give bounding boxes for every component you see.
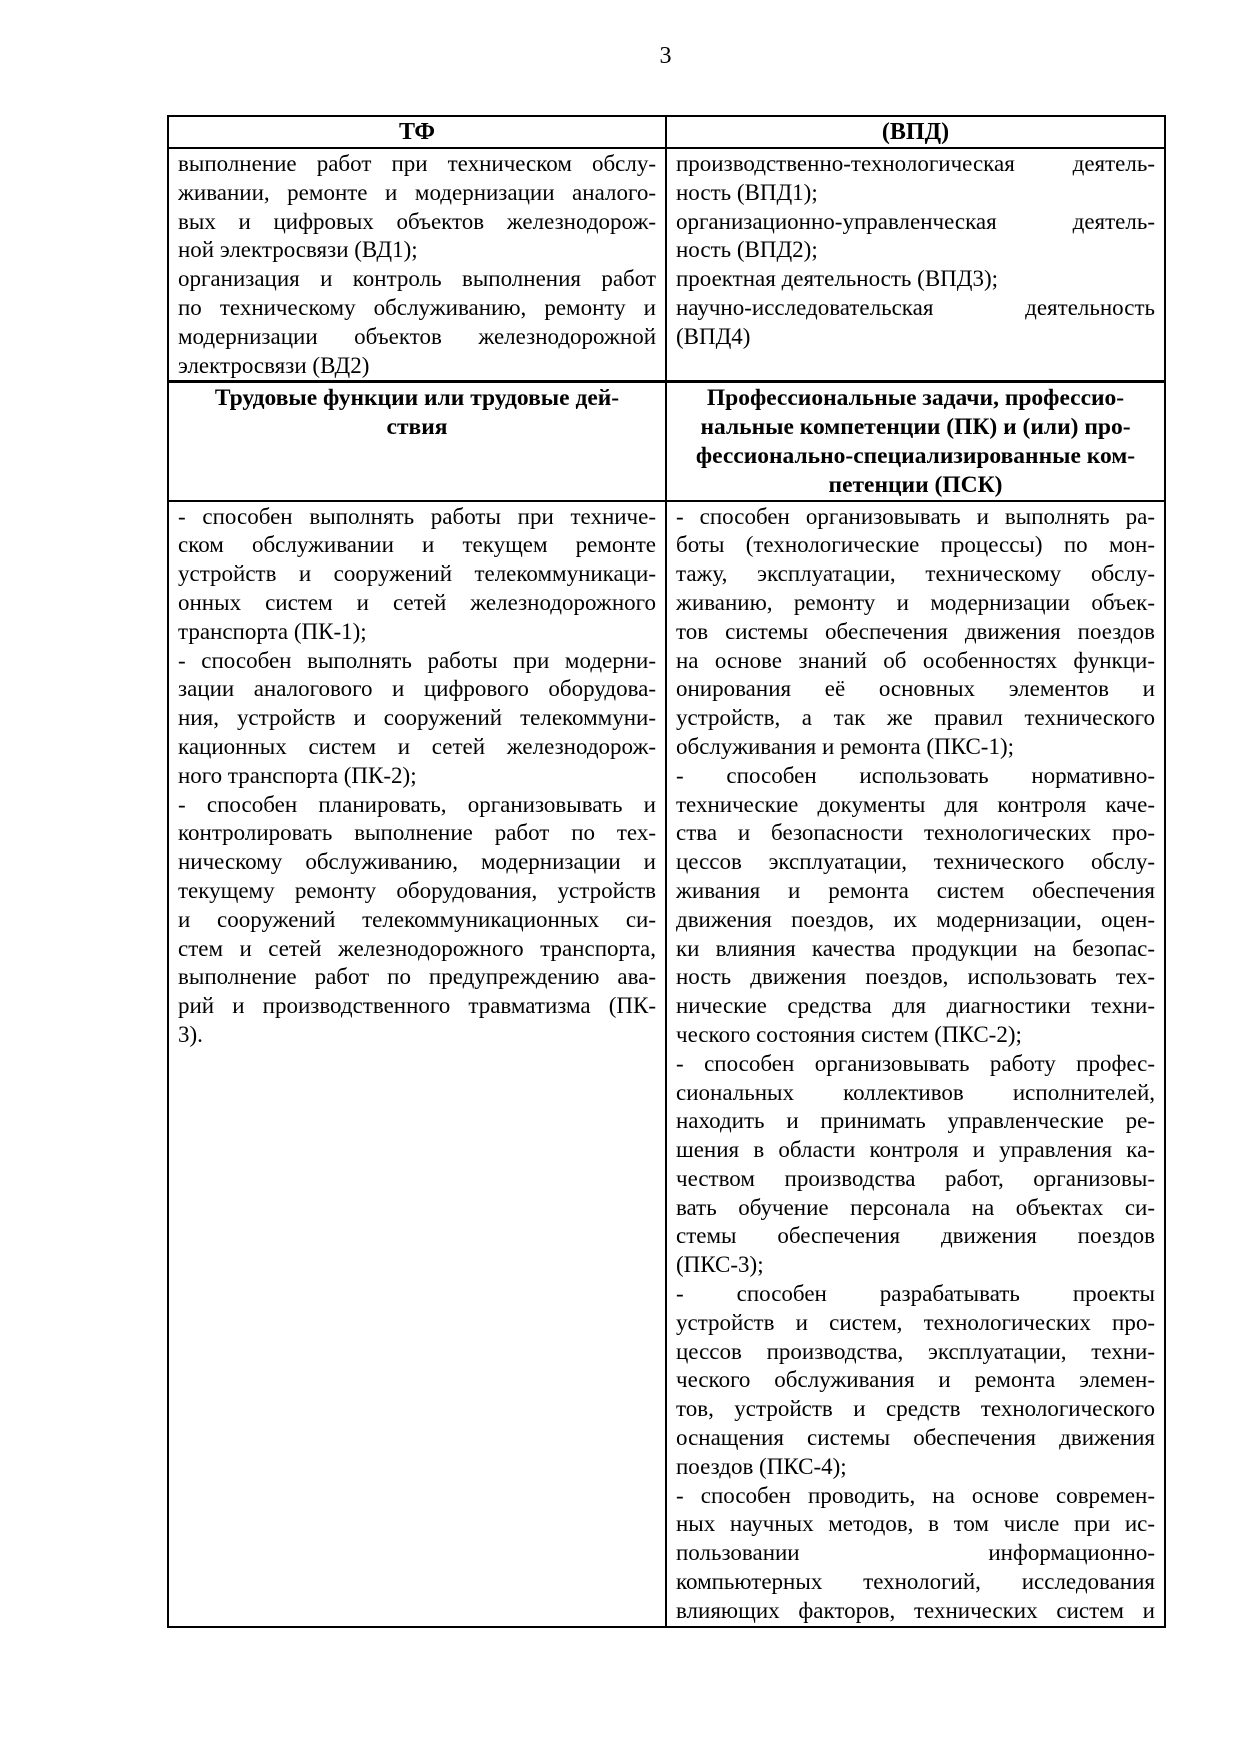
- text-line: петенции (ПСК): [828, 471, 1003, 498]
- text-line: выполнение работ по предупреждению ава-: [178, 964, 656, 990]
- text-line: ного транспорта (ПК-2);: [178, 762, 417, 788]
- text-line: шения в области контроля и управления ка-: [676, 1137, 1155, 1163]
- text-line: цессов производства, эксплуатации, техни-: [676, 1338, 1155, 1364]
- text-line: фессионально-специализированные ком-: [695, 442, 1136, 469]
- text-line: научно-исследовательская деятельность: [676, 294, 1155, 320]
- text-line: - способен организовывать работу профес-: [676, 1050, 1155, 1076]
- text-line: находить и принимать управленческие ре-: [676, 1108, 1155, 1134]
- text-line: - способен выполнять работы при модерни-: [178, 647, 656, 673]
- text-line: организация и контроль выполнения работ: [178, 266, 656, 292]
- text-line: вать обучение персонала на объектах си-: [676, 1194, 1155, 1220]
- text-line: устройств, а так же правил технического: [676, 705, 1155, 731]
- text-line: тажу, эксплуатации, техническому обслу-: [676, 561, 1155, 587]
- text-line: стем и сетей железнодорожного транспорта,: [178, 935, 656, 961]
- text-line: - способен использовать нормативно-: [676, 762, 1155, 788]
- text-line: ском обслуживании и текущем ремонте: [178, 532, 656, 558]
- text-line: живании, ремонте и модернизации аналого-: [178, 179, 656, 205]
- text-line: (ВПД4): [676, 323, 751, 349]
- text-line: цессов эксплуатации, технического обслу-: [676, 849, 1155, 875]
- text-line: ническому обслуживанию, модернизации и: [178, 849, 656, 875]
- text-line: ность (ВПД2);: [676, 237, 818, 263]
- cell-vd-list: [168, 148, 666, 382]
- text-line: живания и ремонта систем обеспечения: [676, 877, 1155, 903]
- text-line: электросвязи (ВД2): [178, 352, 370, 378]
- text-line: рий и производственного травматизма (ПК-: [178, 993, 656, 1019]
- text-line: контролировать выполнение работ по тех-: [178, 820, 656, 846]
- text-line: сиональных коллективов исполнителей,: [676, 1079, 1155, 1105]
- cell-pks-list: [666, 501, 1165, 1627]
- text-line: технические документы для контроля каче-: [676, 791, 1155, 817]
- text-line: Трудовые функции или трудовые дей-: [214, 385, 620, 412]
- text-line: нальные компетенции (ПК) и (или) про-: [700, 414, 1131, 441]
- text-line: модернизации объектов железнодорожной: [178, 323, 656, 349]
- text-line: оснащения системы обеспечения движения: [676, 1425, 1155, 1451]
- text-line: (ПКС-3);: [676, 1252, 764, 1278]
- text-line: ческого состояния систем (ПКС-2);: [676, 1021, 1022, 1047]
- text-line: производственно-технологическая деятель-: [676, 151, 1155, 176]
- text-line: организационно-управленческая деятель-: [676, 208, 1155, 234]
- text-line: ность движения поездов, использовать тех-: [676, 964, 1155, 990]
- text-line: тов системы обеспечения движения поездов: [676, 618, 1155, 644]
- table-row-competencies: [168, 501, 1165, 1627]
- table-row-activities: [168, 148, 1165, 382]
- text-line: устройств и сооружений телекоммуникаци-: [178, 561, 656, 587]
- text-line: влияющих факторов, технических систем и: [676, 1597, 1155, 1623]
- text-line: боты (технологические процессы) по мон-: [676, 532, 1155, 558]
- text-line: ства и безопасности технологических про-: [676, 820, 1155, 846]
- text-line: ки влияния качества продукции на безопас-: [676, 935, 1155, 961]
- text-line: тов, устройств и средств технологического: [676, 1396, 1155, 1422]
- text-line: ческого обслуживания и ремонта элемен-: [676, 1367, 1155, 1393]
- text-line: транспорта (ПК-1);: [178, 618, 367, 644]
- text-line: выполнение работ при техническом обслу-: [178, 151, 656, 176]
- text-line: зации аналогового и цифрового оборудова-: [178, 676, 656, 702]
- text-line: устройств и систем, технологических про-: [676, 1309, 1155, 1335]
- text-line: - способен проводить, на основе современ-: [676, 1482, 1155, 1508]
- text-line: ной электросвязи (ВД1);: [178, 237, 418, 263]
- text-line: стемы обеспечения движения поездов: [676, 1223, 1155, 1249]
- text-line: движения поездов, их модернизации, оцен-: [676, 906, 1155, 932]
- page-number: 3: [659, 43, 672, 69]
- text-line: на основе знаний об особенностях функци-: [676, 647, 1155, 673]
- text-line: кационных систем и сетей железнодорож-: [178, 733, 656, 759]
- text-line: онирования её основных элементов и: [676, 676, 1155, 702]
- cell-pk-list: [168, 501, 666, 1627]
- text-line: ния, устройств и сооружений телекоммуни-: [178, 705, 656, 731]
- text-line: и сооружений телекоммуникационных си-: [178, 906, 656, 932]
- text-line: - способен планировать, организовывать и: [178, 791, 656, 817]
- text-line: обслуживания и ремонта (ПКС-1);: [676, 733, 1015, 759]
- text-line: ность (ВПД1);: [676, 179, 818, 205]
- table-header-row-2: [168, 382, 1165, 501]
- table-header-row-1: [168, 116, 1165, 148]
- text-line: ных научных методов, в том числе при ис-: [676, 1511, 1155, 1537]
- text-line: - способен организовывать и выполнять ра-: [676, 503, 1155, 529]
- text-line: 3).: [178, 1021, 203, 1047]
- text-line: текущему ремонту оборудования, устройств: [178, 877, 656, 903]
- text-line: чеством производства работ, организовы-: [676, 1165, 1155, 1191]
- text-line: проектная деятельность (ВПД3);: [676, 266, 999, 292]
- header-cell-professional-tasks: [666, 382, 1165, 501]
- text-line: нические средства для диагностики техни-: [676, 993, 1155, 1019]
- text-line: пользовании информационно-: [676, 1540, 1155, 1566]
- competency-table: [167, 115, 1166, 1628]
- text-line: Профессиональные задачи, профессио-: [706, 385, 1125, 412]
- header-cell-labor-functions: [168, 382, 666, 501]
- text-line: ствия: [386, 414, 448, 441]
- header-cell-vpd: (ВПД): [666, 116, 1165, 148]
- text-line: онных систем и сетей железнодорожного: [178, 589, 656, 615]
- cell-vpd-list: [666, 148, 1165, 382]
- text-line: поездов (ПКС-4);: [676, 1453, 847, 1479]
- text-line: вых и цифровых объектов железнодорож-: [178, 208, 656, 234]
- header-cell-tf: ТФ: [168, 116, 666, 148]
- text-line: живанию, ремонту и модернизации объек-: [676, 589, 1155, 615]
- text-line: компьютерных технологий, исследования: [676, 1569, 1155, 1595]
- text-line: - способен выполнять работы при техниче-: [178, 503, 656, 529]
- text-line: - способен разрабатывать проекты: [676, 1281, 1155, 1307]
- text-line: по техническому обслуживанию, ремонту и: [178, 294, 656, 320]
